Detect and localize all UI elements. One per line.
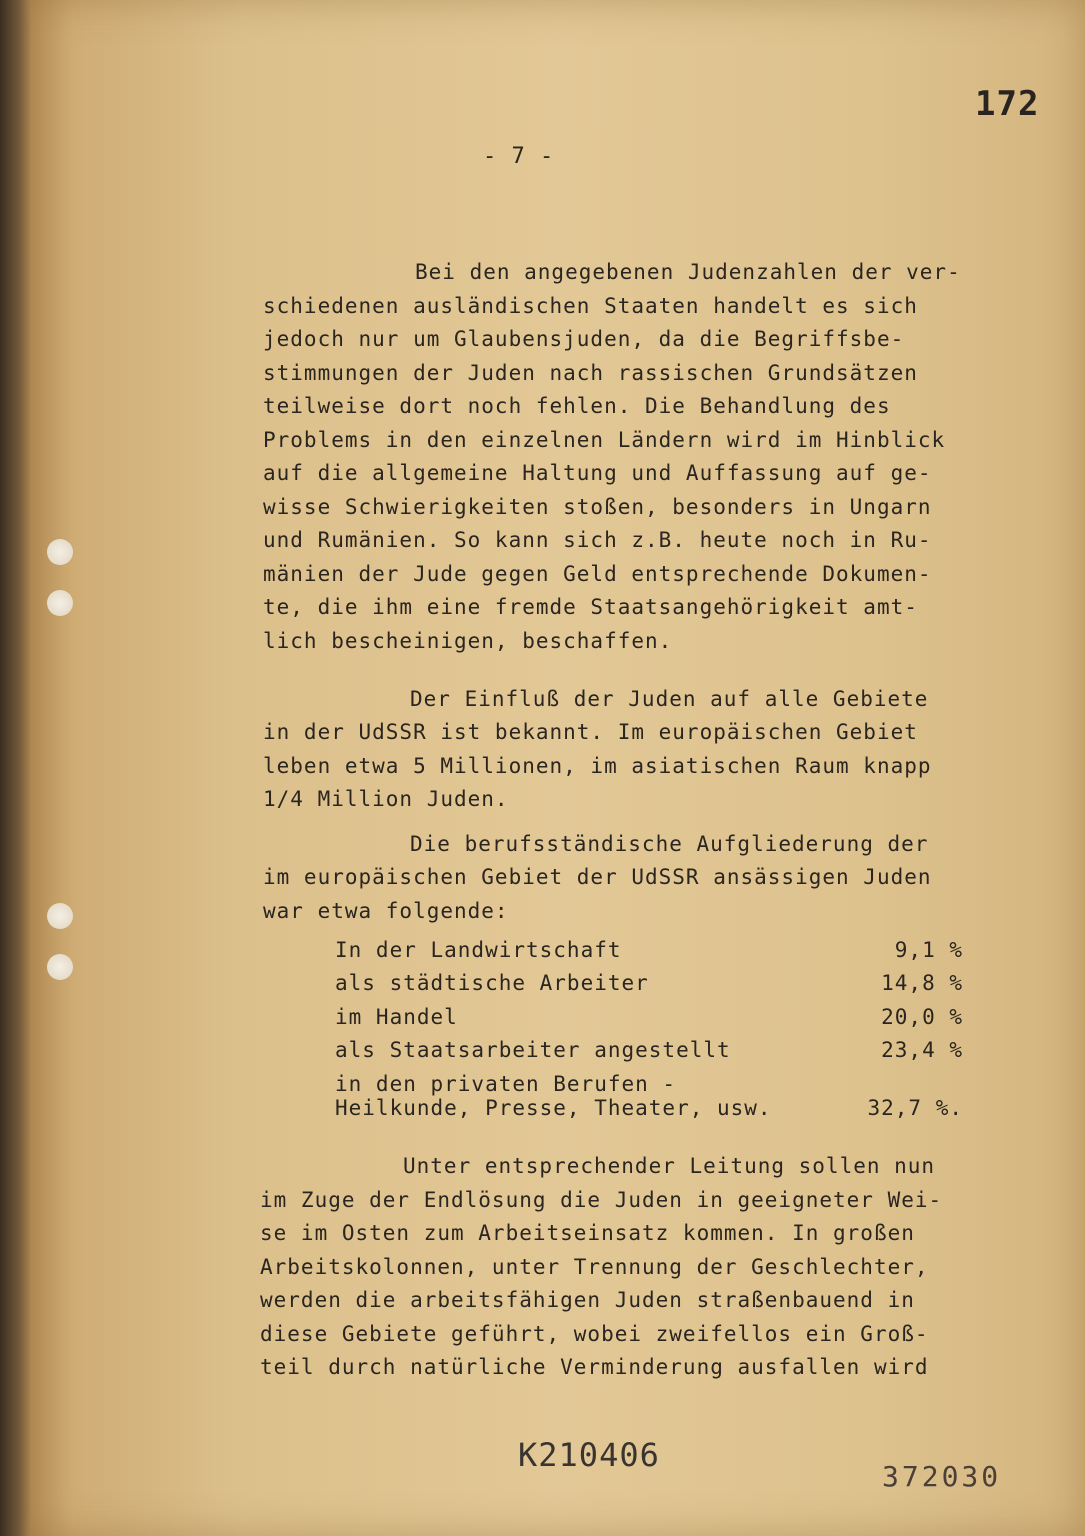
punch-hole [47,590,73,616]
punch-hole [47,539,73,565]
table-row-label: In der Landwirtschaft [335,938,622,962]
stamp-number: 372030 [882,1460,1002,1493]
text-line: in der UdSSR ist bekannt. Im europäischen Gebiet [263,720,918,744]
binding-edge [0,0,30,1536]
text-line: auf die allgemeine Haltung und Auffassung auf ge- [263,461,932,485]
text-line: Der Einfluß der Juden auf alle Gebiete [410,687,929,711]
punch-hole [47,903,73,929]
text-line: im europäischen Gebiet der UdSSR ansässigen Juden [263,865,932,889]
text-line: Problems in den einzelnen Ländern wird im Hinblick [263,428,946,452]
text-line: werden die arbeitsfähigen Juden straßenbauend in [260,1288,915,1312]
inner-page-label: - 7 - [483,144,555,169]
text-line: teilweise dort noch fehlen. Die Behandlung des [263,394,891,418]
text-line: Bei den angegebenen Judenzahlen der ver- [415,260,961,284]
text-line: wisse Schwierigkeiten stoßen, besonders in Ungarn [263,495,932,519]
table-row-value: 20,0 % [881,1005,963,1029]
text-line: Arbeitskolonnen, unter Trennung der Geschlechter, [260,1255,929,1279]
table-row-label: in den privaten Berufen - Heilkunde, Presse, Theater, usw. [335,1072,772,1120]
punch-hole [47,954,73,980]
page-number: 172 [975,84,1040,124]
text-line: te, die ihm eine fremde Staatsangehörigkeit amt- [263,595,918,619]
text-line: stimmungen der Juden nach rassischen Grundsätzen [263,361,918,385]
table-row-value: 23,4 % [881,1038,963,1062]
table-row-value: 14,8 % [881,971,963,995]
text-line: lich bescheinigen, beschaffen. [263,629,673,653]
table-row-label: als Staatsarbeiter angestellt [335,1038,731,1062]
text-line: Unter entsprechender Leitung sollen nun [403,1154,936,1178]
table-row-value: 32,7 %. [867,1096,963,1120]
table-row-value: 9,1 % [894,938,963,962]
table-row-label: als städtische Arbeiter [335,971,649,995]
text-line: mänien der Jude gegen Geld entsprechende Dokumen- [263,562,932,586]
text-line: im Zuge der Endlösung die Juden in geeigneter Wei- [260,1188,943,1212]
text-line: schiedenen ausländischen Staaten handelt es sich [263,294,918,318]
text-line: diese Gebiete geführt, wobei zweifellos ein Groß- [260,1322,929,1346]
reference-code: K210406 [518,1436,660,1474]
text-line: teil durch natürliche Verminderung ausfallen wird [260,1355,929,1379]
text-line: war etwa folgende: [263,899,509,923]
text-line: Die berufsständische Aufgliederung der [410,832,929,856]
text-line: 1/4 Million Juden. [263,787,509,811]
text-line: se im Osten zum Arbeitseinsatz kommen. In großen [260,1221,915,1245]
text-line: jedoch nur um Glaubensjuden, da die Begriffsbe- [263,327,905,351]
table-row-label: im Handel [335,1005,458,1029]
text-line: leben etwa 5 Millionen, im asiatischen Raum knapp [263,754,932,778]
text-line: und Rumänien. So kann sich z.B. heute noch in Ru- [263,528,932,552]
